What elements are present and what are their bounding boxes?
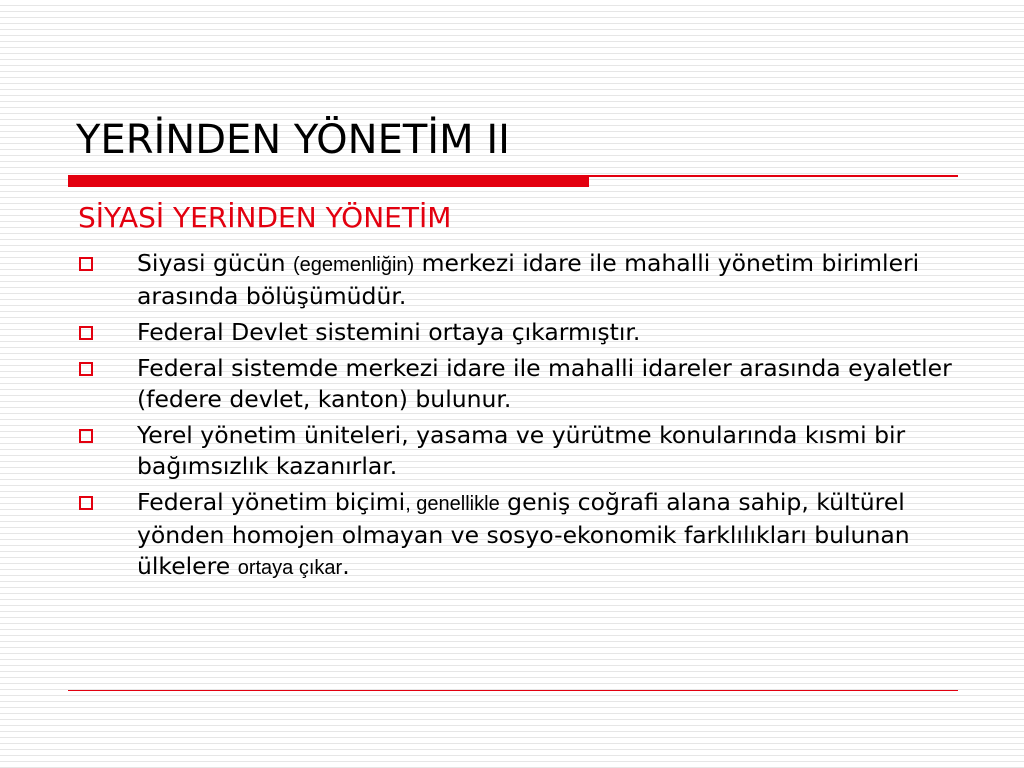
bullet-text-part-small: (egemenliğin)	[293, 254, 415, 276]
hollow-square-bullet-icon	[79, 429, 93, 443]
hollow-square-bullet-icon	[79, 496, 93, 510]
bullet-text	[137, 318, 640, 346]
hollow-square-bullet-icon	[79, 257, 93, 271]
bullet-item	[76, 248, 956, 312]
bullet-text-part: geniş coğrafi alana sahip, kültürel yönden homojen olmayan ve sosyo-ekonomik farklılıkları bulunan ülkelere	[137, 488, 910, 580]
bullet-text	[137, 421, 905, 480]
bullet-text-part: Federal yönetim biçimi	[137, 488, 406, 516]
bullet-text	[137, 249, 919, 310]
footer-rule	[68, 690, 958, 691]
bullet-item	[76, 420, 956, 482]
bullet-item	[76, 317, 956, 348]
title-rule-thin	[589, 175, 958, 177]
bullet-text-part: merkezi idare ile mahalli yönetim birimleri arasında bölüşümüdür.	[137, 249, 920, 310]
bullet-item	[76, 487, 956, 584]
bullet-text	[137, 354, 952, 413]
bullet-text-part: Federal Devlet sistemini ortaya çıkarmıştır.	[137, 318, 641, 346]
bullet-text-part: Yerel yönetim üniteleri, yasama ve yürütme konularında kısmi bir bağımsızlık kazanırlar.	[137, 421, 906, 480]
bullet-list	[76, 248, 956, 589]
slide-subtitle: SİYASİ YERİNDEN YÖNETİM	[78, 201, 452, 234]
slide-title: YERİNDEN YÖNETİM II	[76, 117, 510, 163]
bullet-text-part: Federal sistemde merkezi idare ile mahalli idareler arasında eyaletler (federe devlet, kanton) bulunur.	[137, 354, 952, 413]
bullet-text-part-small: , genellikle	[405, 493, 500, 515]
bullet-text-part: .	[342, 552, 350, 580]
bullet-text-part: Siyasi gücün	[137, 249, 293, 277]
hollow-square-bullet-icon	[79, 362, 93, 376]
bullet-text-part-small: ortaya çıkar	[237, 557, 343, 579]
title-rule-thick	[68, 175, 589, 187]
bullet-text	[137, 488, 910, 580]
bullet-item	[76, 353, 956, 415]
hollow-square-bullet-icon	[79, 326, 93, 340]
